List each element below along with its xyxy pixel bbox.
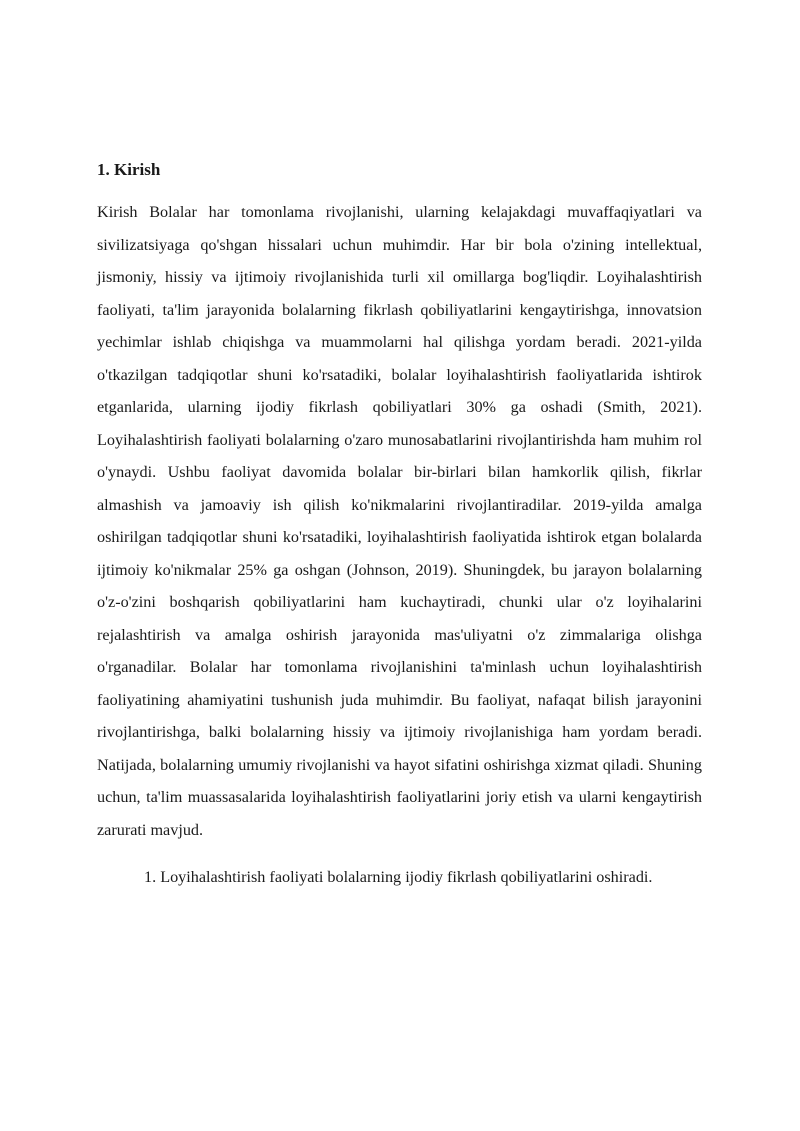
list-item: 1. Loyihalashtirish faoliyati bolalarning ijodiy fikrlash qobiliyatlarini oshiradi. — [144, 868, 653, 886]
numbered-list — [97, 861, 702, 894]
document-page — [97, 158, 702, 894]
body-paragraph: Kirish Bolalar har tomonlama rivojlanishi, ularning kelajakdagi muvaffaqiyatlari va sivilizatsiyaga qo'shgan hissalari uchun muhimdir. Har bir bola o'zining intellektual, jismoniy, hissiy va ijtimoiy rivojlanishida turli xil omillarga bog'liqdir. Loyihalashtirish faoliyati, ta'lim jarayonida bolalarning fikrlash qobiliyatlarini kengaytirishga, innovatsion yechimlar ishlab chiqishga va muammolarni hal qilishga yordam beradi. 2021-yilda o'tkazilgan tadqiqotlar shuni ko'rsatadiki, bolalar loyihalashtirish faoliyatlarida ishtirok etganlarida, ularning ijodiy fikrlash qobiliyatlari 30% ga oshadi (Smith, 2021). Loyihalashtirish faoliyati bolalarning o'zaro munosabatlarini rivojlantirishda ham muhim rol o'ynaydi. Ushbu faoliyat davomida bolalar bir-birlari bilan hamkorlik qilish, fikrlar almashish va jamoaviy ish qilish ko'nikmalarini rivojlantiradilar. 2019-yilda amalga oshirilgan tadqiqotlar shuni ko'rsatadiki, loyihalashtirish faoliyatida ishtirok etgan bolalarda ijtimoiy ko'nikmalar 25% ga oshgan (Johnson, 2019). Shuningdek, bu jarayon bolalarning o'z-o'zini boshqarish qobiliyatlarini ham kuchaytiradi, chunki ular o'z loyihalarini rejalashtirish va amalga oshirish jarayonida mas'uliyatni o'z zimmalariga olishga o'rganadilar. Bolalar har tomonlama rivojlanishini ta'minlash uchun loyihalashtirish faoliyatining ahamiyatini tushunish juda muhimdir. Bu faoliyat, nafaqat bilish jarayonini rivojlantirishga, balki bolalarning hissiy va ijtimoiy rivojlanishiga ham yordam beradi. Natijada, bolalarning umumiy rivojlanishi va hayot sifatini oshirishga xizmat qiladi. Shuning uchun, ta'lim muassasalarida loyihalashtirish faoliyatlarini joriy etish va ularni kengaytirish zarurati mavjud. — [97, 203, 702, 839]
section-heading: 1. Kirish — [97, 160, 161, 179]
